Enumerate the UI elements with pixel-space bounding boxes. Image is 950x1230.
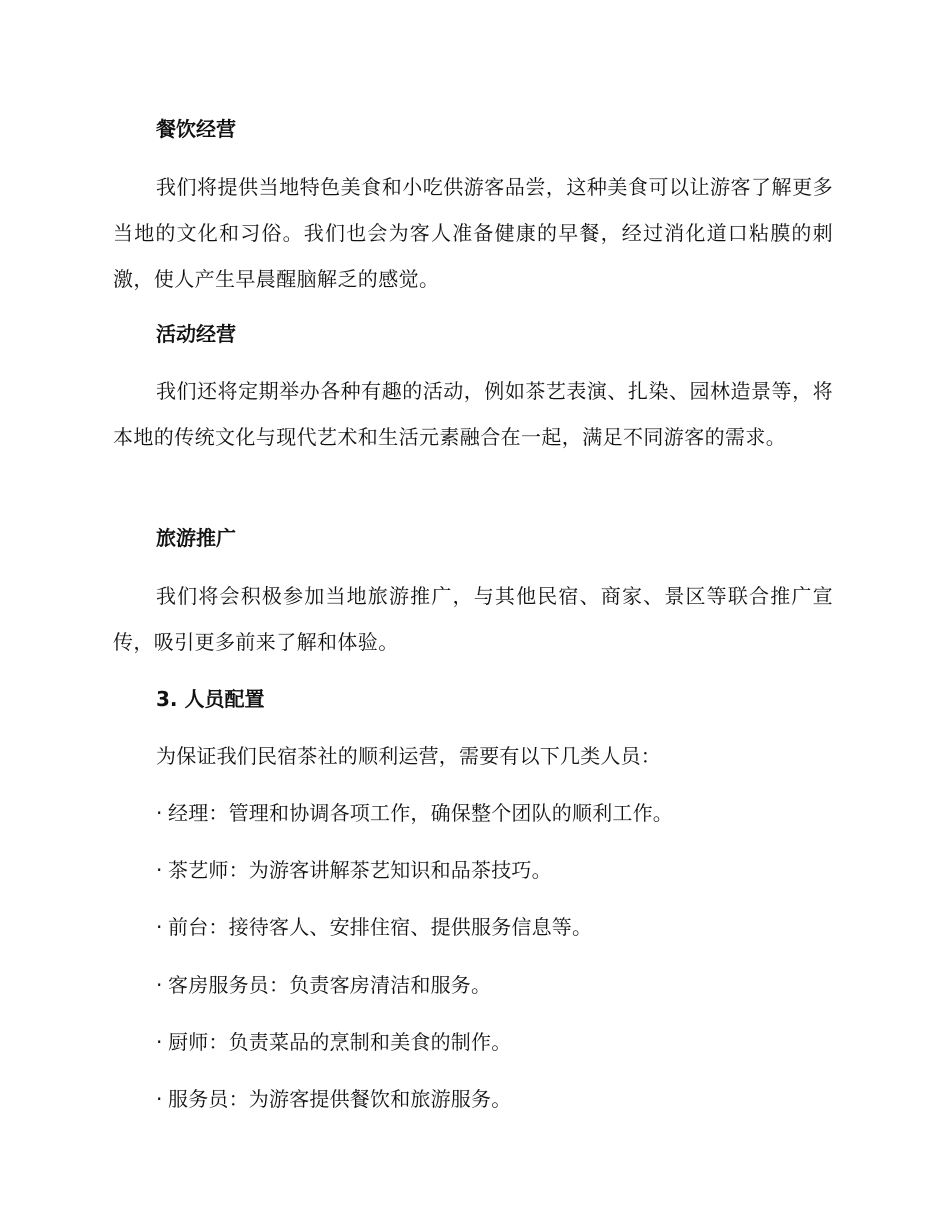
staffing-intro: 为保证我们民宿茶社的顺利运营，需要有以下几类人员： bbox=[156, 744, 661, 768]
staff-list-item bbox=[156, 856, 876, 884]
staff-list-item bbox=[156, 913, 876, 941]
section-paragraph-activities: 我们还将定期举办各种有趣的活动，例如茶艺表演、扎染、园林造景等，将本地的传统文化与现代艺术和生活元素融合在一起，满足不同游客的需求。 bbox=[113, 379, 833, 449]
staff-item-text: 茶艺师：为游客讲解茶艺知识和品茶技巧。 bbox=[168, 858, 552, 882]
staff-item-text: 客房服务员：负责客房清洁和服务。 bbox=[168, 973, 492, 997]
bullet-icon: · bbox=[156, 1087, 163, 1111]
bullet-icon: · bbox=[156, 915, 163, 939]
staff-item-text: 服务员：为游客提供餐饮和旅游服务。 bbox=[168, 1087, 512, 1111]
staff-list-item bbox=[156, 1085, 876, 1113]
bullet-icon: · bbox=[156, 973, 163, 997]
bullet-icon: · bbox=[156, 801, 163, 825]
bullet-icon: · bbox=[156, 1030, 163, 1054]
section-heading-tourism: 旅游推广 bbox=[156, 526, 236, 550]
staff-item-text: 厨师：负责菜品的烹制和美食的制作。 bbox=[168, 1030, 512, 1054]
section-heading-activities: 活动经营 bbox=[156, 322, 236, 346]
staff-list-item bbox=[156, 1028, 876, 1056]
section-heading-catering: 餐饮经营 bbox=[156, 117, 236, 141]
staff-item-text: 经理：管理和协调各项工作，确保整个团队的顺利工作。 bbox=[168, 801, 673, 825]
bullet-icon: · bbox=[156, 858, 163, 882]
staffing-heading: 3. 人员配置 bbox=[156, 687, 265, 711]
staff-list-item bbox=[156, 971, 876, 999]
section-paragraph-tourism: 我们将会积极参加当地旅游推广，与其他民宿、商家、景区等联合推广宣传，吸引更多前来了解和体验。 bbox=[113, 584, 833, 654]
section-paragraph-catering: 我们将提供当地特色美食和小吃供游客品尝，这种美食可以让游客了解更多当地的文化和习俗。我们也会为客人准备健康的早餐，经过消化道口粘膜的刺激，使人产生早晨醒脑解乏的感觉。 bbox=[113, 175, 833, 291]
staff-item-text: 前台：接待客人、安排住宿、提供服务信息等。 bbox=[168, 915, 593, 939]
staff-list-item bbox=[156, 799, 876, 827]
